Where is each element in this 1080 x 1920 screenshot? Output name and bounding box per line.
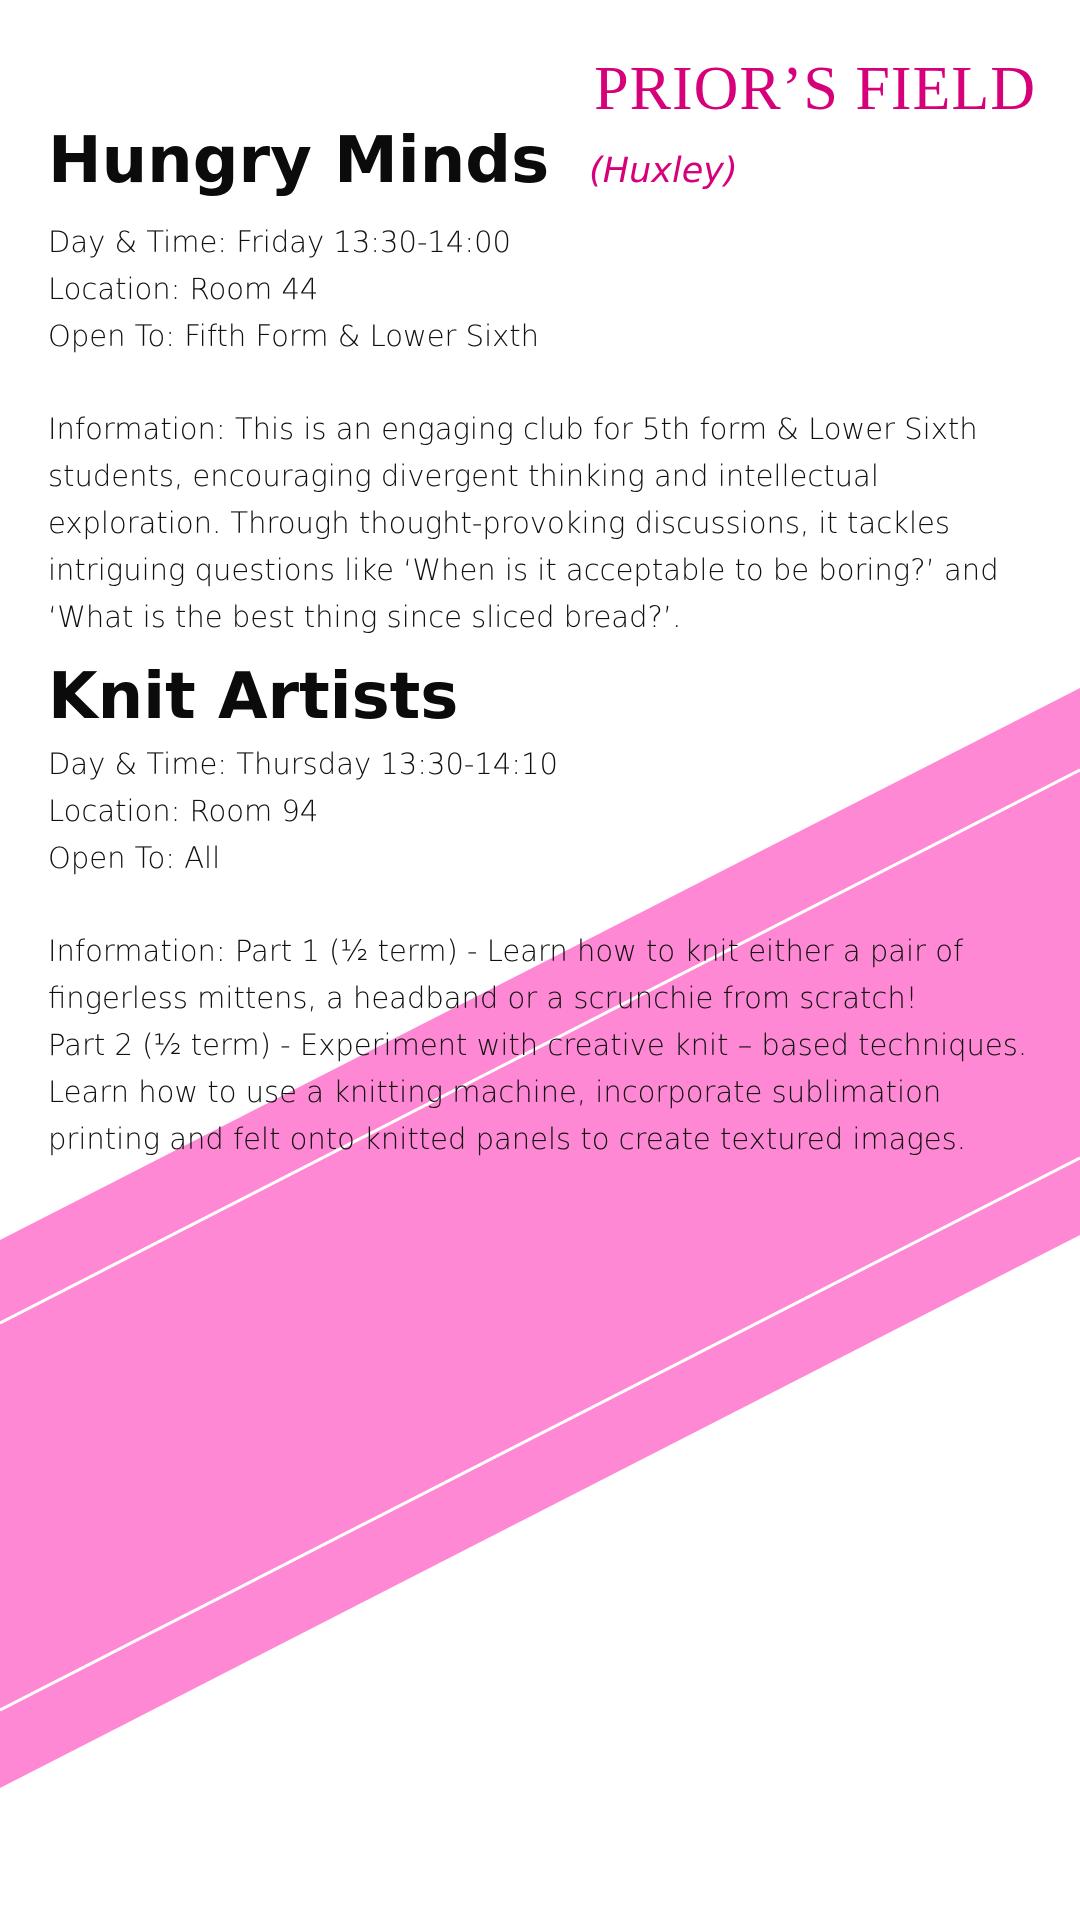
information-part-2: Part 2 (½ term) - Experiment with creative knit – based techniques. Learn how to use a knitting machine, incorporate sublimation printing and felt onto knitted panels to create textured images. [48,1028,1028,1157]
hungry-minds-title-row [48,124,1038,198]
day-time-line: Day & Time: Friday 13:30-14:00 [48,225,511,260]
club-title: Knit Artists [48,660,459,734]
information-part-1: Information: Part 1 (½ term) - Learn how to knit either a pair of fingerless mittens, a headband or a scrunchie from scratch! [48,934,964,1016]
hungry-minds-section [48,124,1038,641]
location-line: Location: Room 44 [48,272,319,307]
information-paragraph: Information: This is an engaging club for 5th form & Lower Sixth students, encouraging divergent thinking and intellectual exploration. Through thought-provoking discussions, it tackles intriguing questions like ‘When is it acceptable to be boring?’ and ‘What is the best thing since sliced bread?’. [48,412,999,635]
club-title: Hungry Minds [48,124,550,198]
day-time-line: Day & Time: Thursday 13:30-14:10 [48,747,558,782]
location-line: Location: Room 94 [48,794,319,829]
club-meta [48,219,1038,360]
open-to-line: Open To: All [48,841,221,876]
priors-field-logo: PRIOR’S FIELD [594,55,1036,123]
open-to-line: Open To: Fifth Form & Lower Sixth [48,319,540,354]
house-label: (Huxley) [589,151,738,191]
knit-artists-section [48,660,1038,1163]
information-block [48,928,1038,1163]
club-meta [48,741,1038,882]
